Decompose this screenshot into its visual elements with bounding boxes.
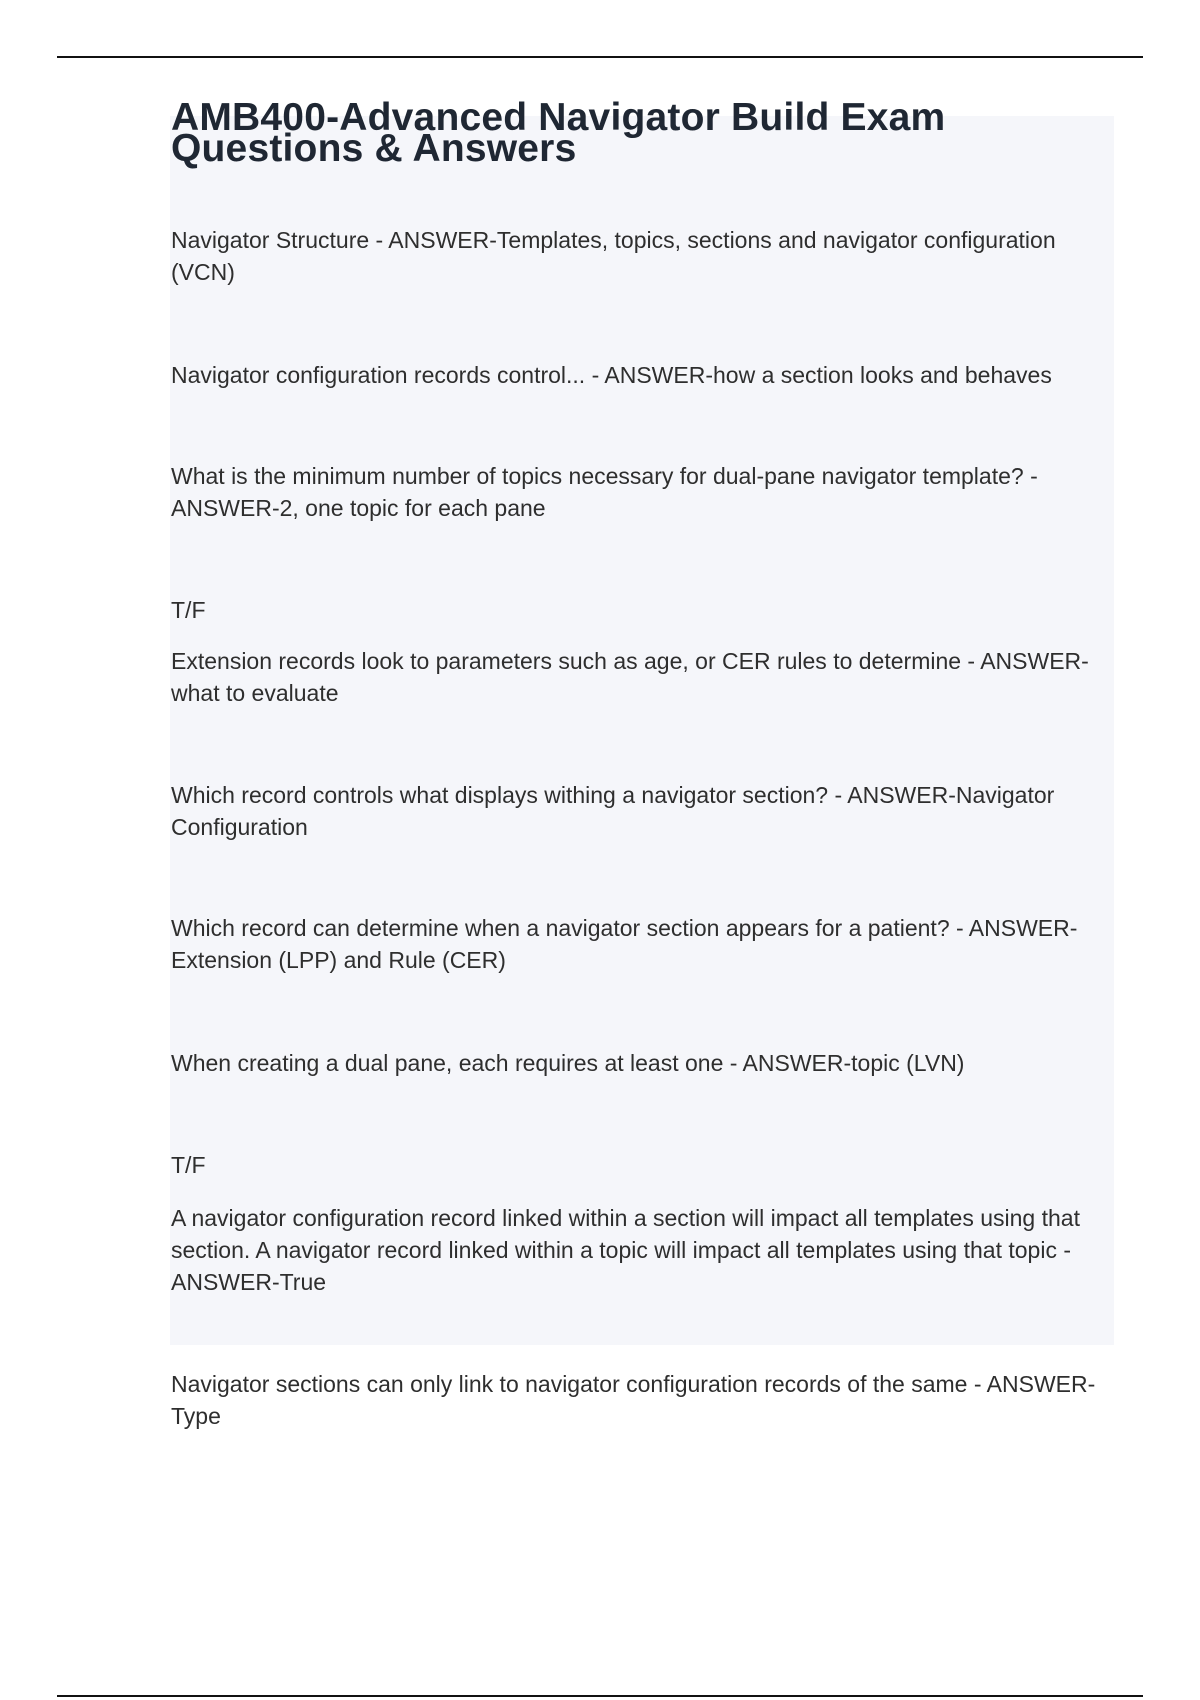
title-line-1: AMB400-Advanced Navigator Build Exam [171, 96, 946, 139]
qa-item: A navigator configuration record linked within a section will impact all templates using that section. A navigator record linked within a topic will impact all templates using that topic - ANSWER-True [171, 1205, 1080, 1295]
qa-item: When creating a dual pane, each requires at least one - ANSWER-topic (LVN) [171, 1050, 965, 1076]
qa-item: Navigator sections can only link to navigator configuration records of the same - ANSWER-Type [171, 1371, 1096, 1429]
qa-item-label: T/F [171, 597, 206, 623]
qa-item: Navigator Structure - ANSWER-Templates, topics, sections and navigator configuration (VCN) [171, 227, 1056, 285]
document-body [171, 96, 1117, 1429]
top-rule [57, 56, 1143, 58]
qa-item: Which record can determine when a navigator section appears for a patient? - ANSWER-Extension (LPP) and Rule (CER) [171, 915, 1078, 973]
qa-item: What is the minimum number of topics necessary for dual-pane navigator template? - ANSWER-2, one topic for each pane [171, 463, 1038, 521]
document-title [171, 96, 1117, 170]
qa-item: Extension records look to parameters such as age, or CER rules to determine - ANSWER-what to evaluate [171, 648, 1089, 706]
bottom-rule [57, 1695, 1143, 1697]
qa-item: Navigator configuration records control... - ANSWER-how a section looks and behaves [171, 362, 1052, 388]
qa-item-label: T/F [171, 1152, 206, 1178]
qa-item: Which record controls what displays withing a navigator section? - ANSWER-Navigator Configuration [171, 782, 1055, 840]
title-line-2: Questions & Answers [171, 127, 577, 170]
